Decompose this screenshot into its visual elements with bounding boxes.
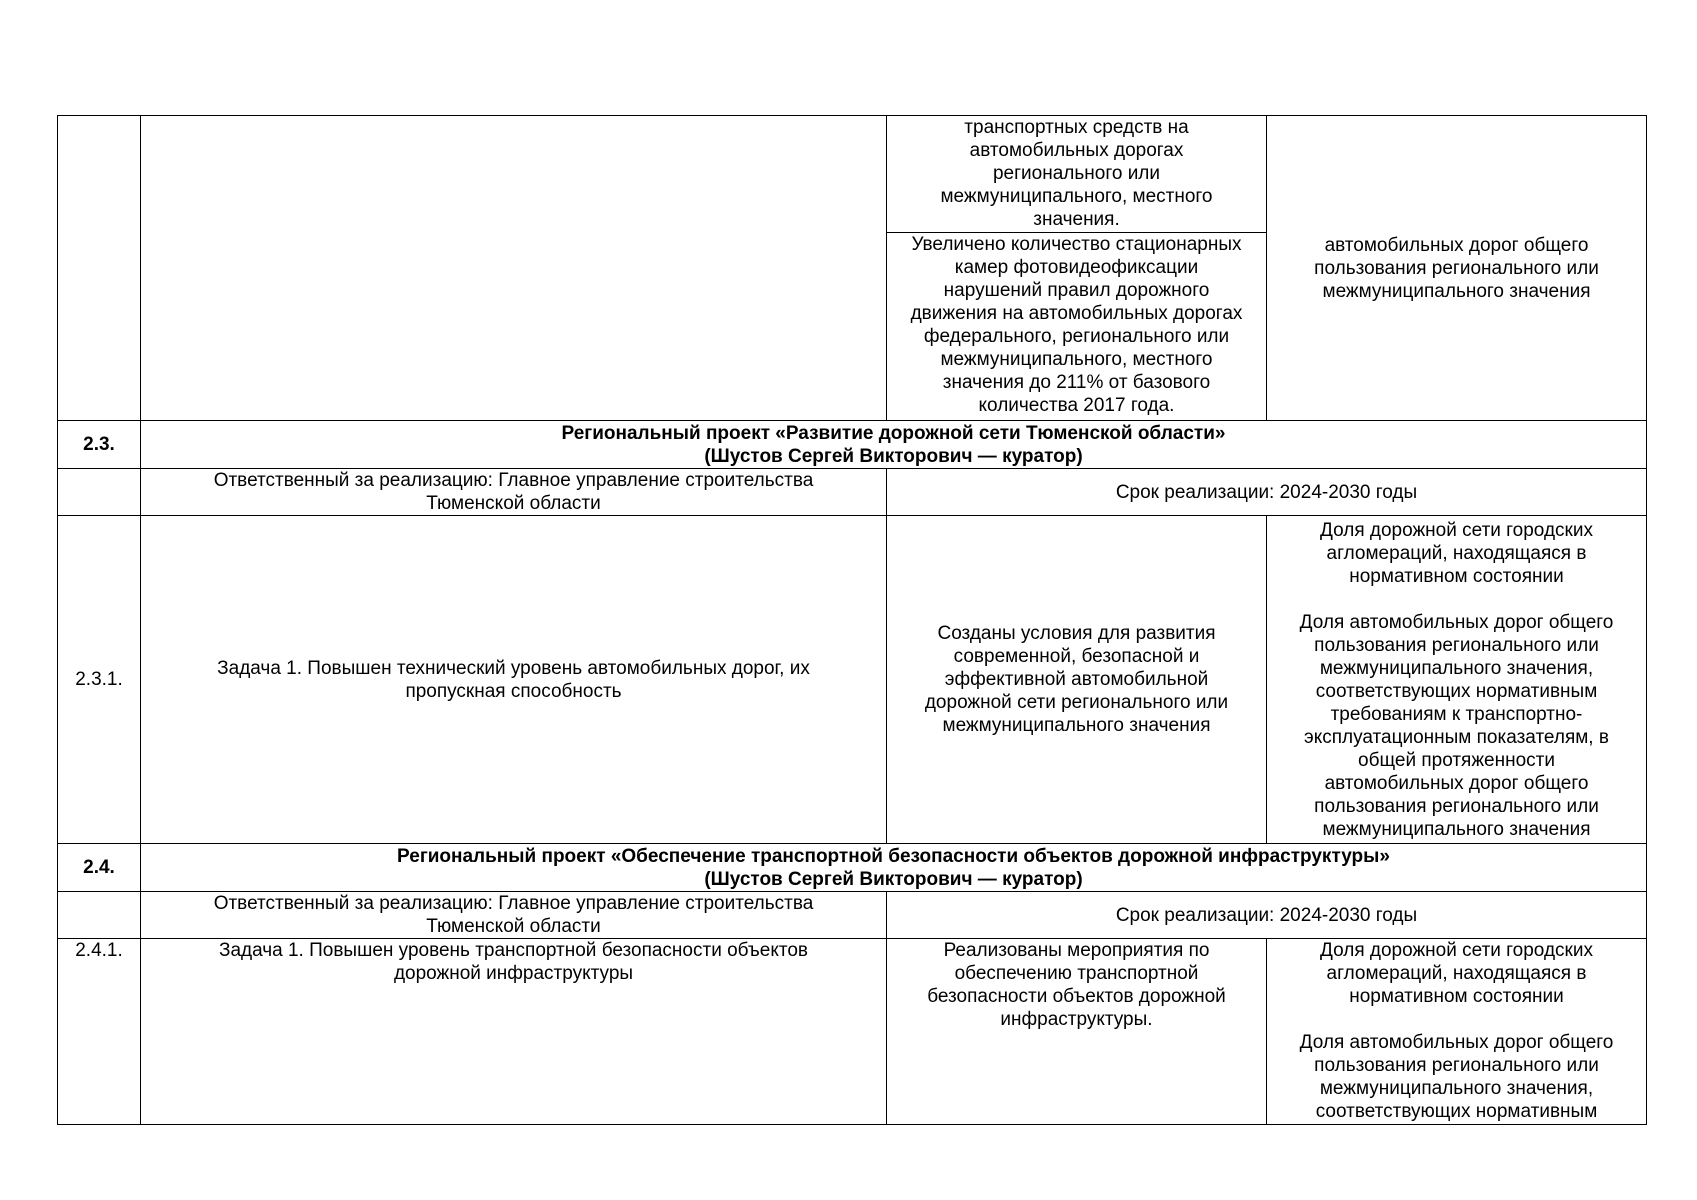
project-title: Региональный проект «Обеспечение транспортной безопасности объектов дорожной инфраструктуры» (Шустов Сергей Викторович — куратор) (141, 844, 1647, 892)
period-text: Срок реализации: 2024-2030 годы (887, 469, 1647, 516)
task-text: Задача 1. Повышен технический уровень автомобильных дорог, их пропускная способность (141, 516, 887, 844)
project-title: Региональный проект «Развитие дорожной сети Тюменской области» (Шустов Сергей Викторович — куратор) (141, 421, 1647, 469)
empty-number-cell (58, 892, 141, 939)
responsible-row (58, 469, 1647, 516)
task-row (58, 516, 1647, 844)
table-row (58, 116, 1647, 233)
number-cell (58, 116, 141, 421)
project-number: 2.4. (58, 844, 141, 892)
responsible-text: Ответственный за реализацию: Главное управление строительства Тюменской области (141, 892, 887, 939)
project-number: 2.3. (58, 421, 141, 469)
project-header-row (58, 844, 1647, 892)
result-cell: Увеличено количество стационарных камер фотовидеофиксации нарушений правил дорожного движения на автомобильных дорогах федерального, регионального или межмуниципального, местного значения до 211% от базового количества 2017 года. (887, 233, 1267, 421)
program-table (57, 115, 1647, 1125)
result-text: Реализованы мероприятия по обеспечению транспортной безопасности объектов дорожной инфраструктуры. (887, 939, 1267, 1125)
task-number: 2.3.1. (58, 516, 141, 844)
indicator-text: Доля дорожной сети городских агломераций, находящаяся в нормативном состоянии Доля автомобильных дорог общего пользования регионального или межмуниципального значения, соответствующих нормативным (1267, 939, 1647, 1125)
responsible-text: Ответственный за реализацию: Главное управление строительства Тюменской области (141, 469, 887, 516)
indicator-cell: автомобильных дорог общего пользования регионального или межмуниципального значения (1267, 116, 1647, 421)
task-cell (141, 116, 887, 421)
task-number: 2.4.1. (58, 939, 141, 1125)
task-row (58, 939, 1647, 1125)
responsible-row (58, 892, 1647, 939)
project-header-row (58, 421, 1647, 469)
indicator-text: Доля дорожной сети городских агломераций, находящаяся в нормативном состоянии Доля автомобильных дорог общего пользования регионального или межмуниципального значения, соответствующих нормативным требованиям к транспортно- эксплуатационным показателям, в общей протяженности автомобильных дорог общего пользования регионального или межмуниципального значения (1267, 516, 1647, 844)
result-cell: транспортных средств на автомобильных дорогах регионального или межмуниципального, местного значения. (887, 116, 1267, 233)
period-text: Срок реализации: 2024-2030 годы (887, 892, 1647, 939)
task-text: Задача 1. Повышен уровень транспортной безопасности объектов дорожной инфраструктуры (141, 939, 887, 1125)
empty-number-cell (58, 469, 141, 516)
result-text: Созданы условия для развития современной, безопасной и эффективной автомобильной дорожной сети регионального или межмуниципального значения (887, 516, 1267, 844)
